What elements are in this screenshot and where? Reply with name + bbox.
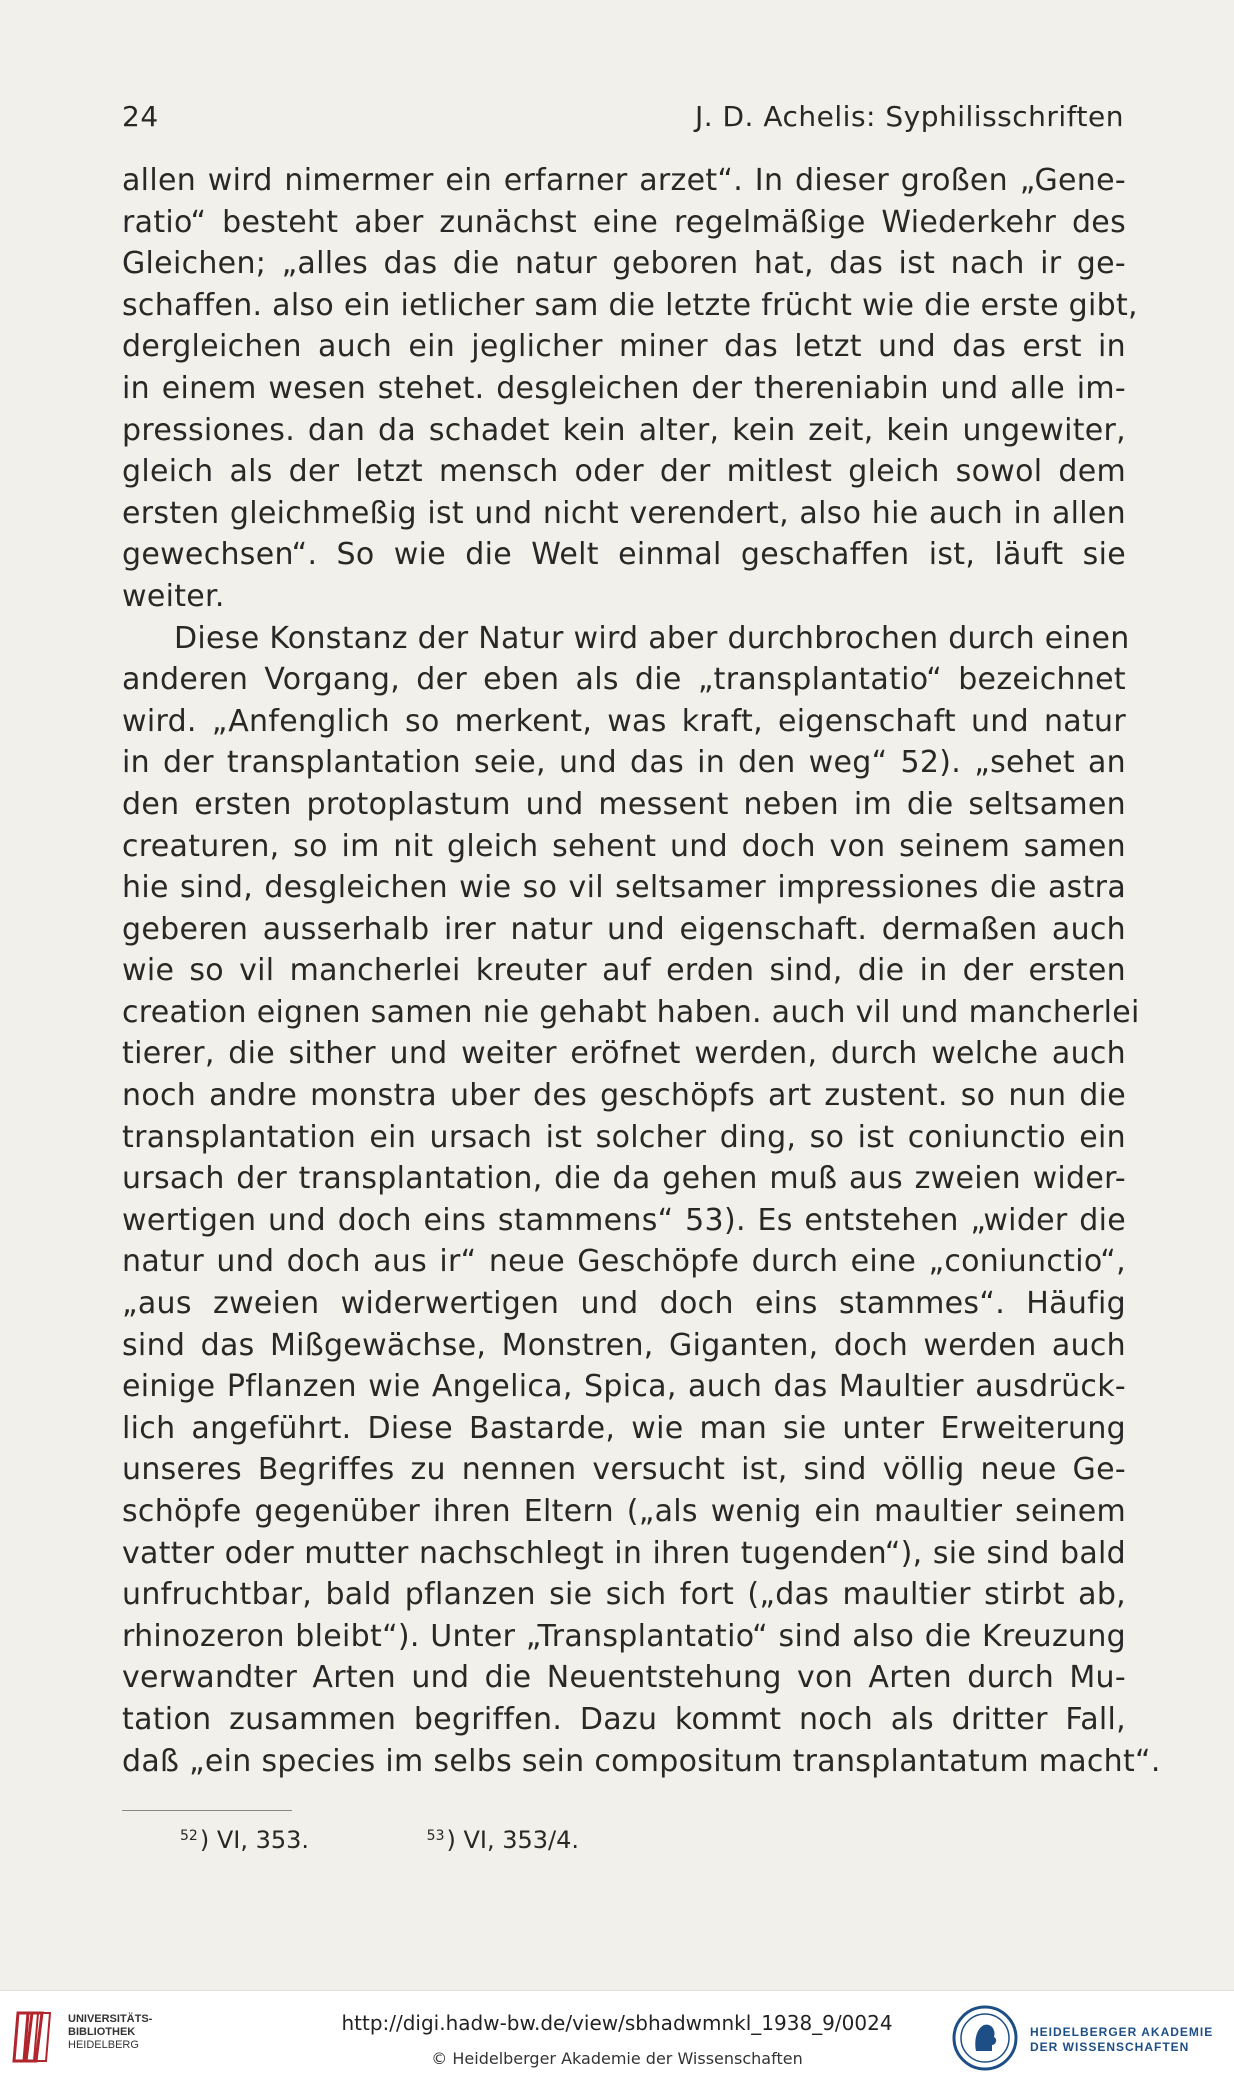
text-line: noch andre monstra uber des geschöpfs art zustent. so nun die (122, 1078, 1126, 1114)
academy-line: DER WISSENSCHAFTEN (1030, 2040, 1190, 2054)
text-line: dergleichen auch ein jeglicher miner das letzt und das erst in (122, 329, 1126, 365)
text-line: den ersten protoplastum und messent neben im die seltsamen (122, 786, 1126, 822)
text-line: allen wird nimermer ein erfarner arzet“. In dieser großen „Gene- (122, 163, 1126, 198)
text-line: „aus zweien widerwertigen und doch eins stammes“. Häufig (122, 1286, 1126, 1322)
text-line: in der transplantation seie, und das in den weg“ 52). „sehet an (122, 745, 1126, 781)
text-line: unseres Begriffes zu nennen versucht ist, sind völlig neue Ge- (122, 1452, 1126, 1488)
text-line: gleich als der letzt mensch oder der mitlest gleich sowol dem (122, 454, 1126, 490)
text-line: creation eignen samen nie gehabt haben. auch vil und mancherlei (122, 994, 1140, 1030)
text-line: vatter oder mutter nachschlegt in ihren tugenden“), sie sind bald (122, 1535, 1126, 1571)
page-number: 24 (122, 100, 159, 133)
text-line: verwandter Arten und die Neuentstehung von Arten durch Mu- (122, 1660, 1126, 1696)
text-line: sind das Mißgewächse, Monstren, Giganten, doch werden auch (122, 1327, 1126, 1363)
text-line: natur und doch aus ir“ neue Geschöpfe durch eine „coniunctio“, (122, 1244, 1126, 1280)
text-line: ratio“ besteht aber zunächst eine regelmäßige Wiederkehr des (122, 204, 1126, 240)
library-line: BIBLIOTHEK (68, 2026, 136, 2038)
text-line: wertigen und doch eins stammens“ 53). Es entstehen „wider die (122, 1202, 1126, 1238)
text-line: lich angeführt. Diese Bastarde, wie man sie unter Erweiterung (122, 1410, 1126, 1446)
text-line: daß „ein species im selbs sein compositum transplantatum macht“. (122, 1743, 1161, 1779)
library-line: UNIVERSITÄTS- (68, 2013, 153, 2025)
footnote-number: 53 (426, 1828, 445, 1844)
academy-name (1030, 2025, 1213, 2055)
text-line: rhinozeron bleibt“). Unter „Transplantatio“ sind also die Kreuzung (122, 1618, 1126, 1654)
text-line: Diese Konstanz der Natur wird aber durchbrochen durch einen (174, 620, 1130, 656)
footnote-text: ) VI, 353/4. (446, 1826, 580, 1854)
running-head (122, 100, 1124, 140)
copyright-notice: © Heidelberger Akademie der Wissenschaften (431, 2049, 803, 2068)
text-line: tierer, die sither und weiter eröfnet werden, durch welche auch (122, 1036, 1126, 1072)
text-line: transplantation ein ursach ist solcher ding, so ist coniunctio ein (122, 1119, 1126, 1155)
text-line: geberen ausserhalb irer natur und eigenschaft. dermaßen auch (122, 911, 1126, 947)
library-line: HEIDELBERG (68, 2039, 139, 2051)
text-line: ursach der transplantation, die da gehen muß aus zweien wider- (122, 1161, 1126, 1197)
text-line: ersten gleichmeßig ist und nicht verendert, also hie auch in allen (122, 495, 1126, 531)
footnote-text: ) VI, 353. (199, 1826, 310, 1854)
footnote-divider (122, 1810, 292, 1811)
footer-bar (0, 1990, 1234, 2082)
text-line: wie so vil mancherlei kreuter auf erden sind, die in der ersten (122, 953, 1126, 989)
footnotes (180, 1818, 689, 1854)
text-line: einige Pflanzen wie Angelica, Spica, auch das Maultier ausdrück- (122, 1369, 1126, 1405)
footnote-52 (180, 1818, 309, 1858)
footnote-number: 52 (180, 1828, 198, 1844)
text-line: schöpfe gegenüber ihren Eltern („als wenig ein maultier seinem (122, 1494, 1126, 1529)
academy-line: HEIDELBERGER AKADEMIE (1030, 2025, 1214, 2039)
footnote-53 (427, 1818, 579, 1858)
text-line: weiter. (122, 578, 225, 614)
body-text (122, 160, 1161, 1782)
text-line: hie sind, desgleichen wie so vil seltsamer impressiones die astra (122, 870, 1126, 906)
text-line: creaturen, so im nit gleich sehent und doch von seinem samen (122, 828, 1126, 864)
text-line: in einem wesen stehet. desgleichen der thereniabin und alle im- (122, 370, 1126, 406)
running-title: J. D. Achelis: Syphilisschriften (694, 100, 1124, 133)
text-line: wird. „Anfenglich so merkent, was kraft, eigenschaft und natur (122, 703, 1126, 739)
text-line: Gleichen; „alles das die natur geboren hat, das ist nach ir ge- (122, 246, 1126, 282)
text-line: tation zusammen begriffen. Dazu kommt noch als dritter Fall, (122, 1701, 1126, 1737)
text-line: schaffen. also ein ietlicher sam die letzte frücht wie die erste gibt, (122, 287, 1138, 323)
text-line: unfruchtbar, bald pflanzen sie sich fort („das maultier stirbt ab, (122, 1577, 1126, 1613)
text-line: anderen Vorgang, der eben als die „transplantatio“ bezeichnet (122, 662, 1126, 698)
text-line: pressiones. dan da schadet kein alter, kein zeit, kein ungewiter, (122, 412, 1126, 448)
permalink-url[interactable]: http://digi.hadw-bw.de/view/sbhadwmnkl_1938_9/0024 (341, 2011, 893, 2035)
text-line: gewechsen“. So wie die Welt einmal geschaffen ist, läuft sie (122, 537, 1126, 573)
academy-seal-icon (952, 2005, 1018, 2071)
